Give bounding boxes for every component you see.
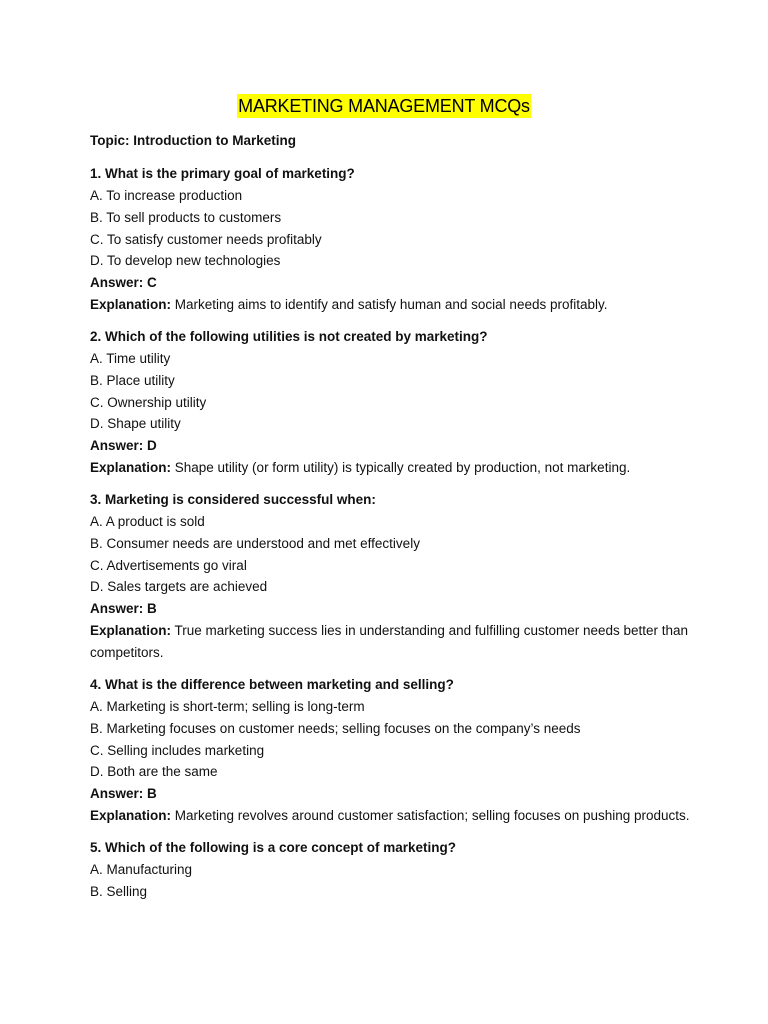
title-container — [0, 94, 768, 118]
option-c: C. Advertisements go viral — [90, 557, 247, 573]
question-text: 2. Which of the following utilities is not created by marketing? — [90, 328, 488, 344]
explanation — [90, 457, 690, 479]
explanation — [90, 294, 690, 316]
option-c: C. To satisfy customer needs profitably — [90, 231, 322, 247]
option-c: C. Ownership utility — [90, 394, 207, 410]
option-b: B. Marketing focuses on customer needs; selling focuses on the company’s needs — [90, 720, 581, 736]
option-a: A. Marketing is short-term; selling is long-term — [90, 698, 365, 714]
answer-line: Answer: B — [90, 601, 157, 617]
option-a: A. A product is sold — [90, 513, 205, 529]
explanation — [90, 805, 690, 827]
question-text: 4. What is the difference between marketing and selling? — [90, 676, 454, 692]
answer-line: Answer: D — [90, 438, 157, 454]
option-c: C. Selling includes marketing — [90, 742, 265, 758]
topic-heading: Topic: Introduction to Marketing — [90, 133, 296, 148]
question-text: 3. Marketing is considered successful when: — [90, 491, 376, 507]
explanation-text: True marketing success lies in understanding and fulfilling customer needs better than competitors. — [90, 622, 689, 660]
question-block-4 — [90, 674, 690, 827]
answer-line: Answer: B — [90, 786, 157, 802]
option-b: B. Selling — [90, 883, 148, 899]
explanation-label: Explanation: — [90, 296, 172, 312]
option-d: D. Sales targets are achieved — [90, 579, 268, 595]
explanation — [90, 620, 690, 664]
question-text: 5. Which of the following is a core concept of marketing? — [90, 839, 457, 855]
explanation-text: Shape utility (or form utility) is typically created by production, not marketing. — [171, 459, 631, 475]
explanation-text: Marketing revolves around customer satisfaction; selling focuses on pushing products. — [171, 807, 690, 823]
explanation-label: Explanation: — [90, 807, 172, 823]
option-b: B. To sell products to customers — [90, 209, 282, 225]
question-block-1 — [90, 163, 690, 316]
explanation-text: Marketing aims to identify and satisfy human and social needs profitably. — [171, 296, 608, 312]
option-d: D. Both are the same — [90, 764, 218, 780]
answer-line: Answer: C — [90, 275, 157, 291]
option-d: D. To develop new technologies — [90, 253, 281, 269]
question-text: 1. What is the primary goal of marketing? — [90, 166, 355, 181]
document-body — [90, 131, 690, 913]
question-block-3 — [90, 489, 690, 664]
option-b: B. Place utility — [90, 372, 175, 388]
option-a: A. Manufacturing — [90, 861, 193, 877]
question-block-5 — [90, 837, 690, 903]
explanation-label: Explanation: — [90, 622, 172, 638]
document-title: MARKETING MANAGEMENT MCQs — [238, 96, 530, 116]
option-a: A. To increase production — [90, 188, 243, 203]
question-block-2 — [90, 326, 690, 479]
option-d: D. Shape utility — [90, 416, 181, 432]
option-a: A. Time utility — [90, 350, 171, 366]
explanation-label: Explanation: — [90, 459, 172, 475]
option-b: B. Consumer needs are understood and met effectively — [90, 535, 420, 551]
